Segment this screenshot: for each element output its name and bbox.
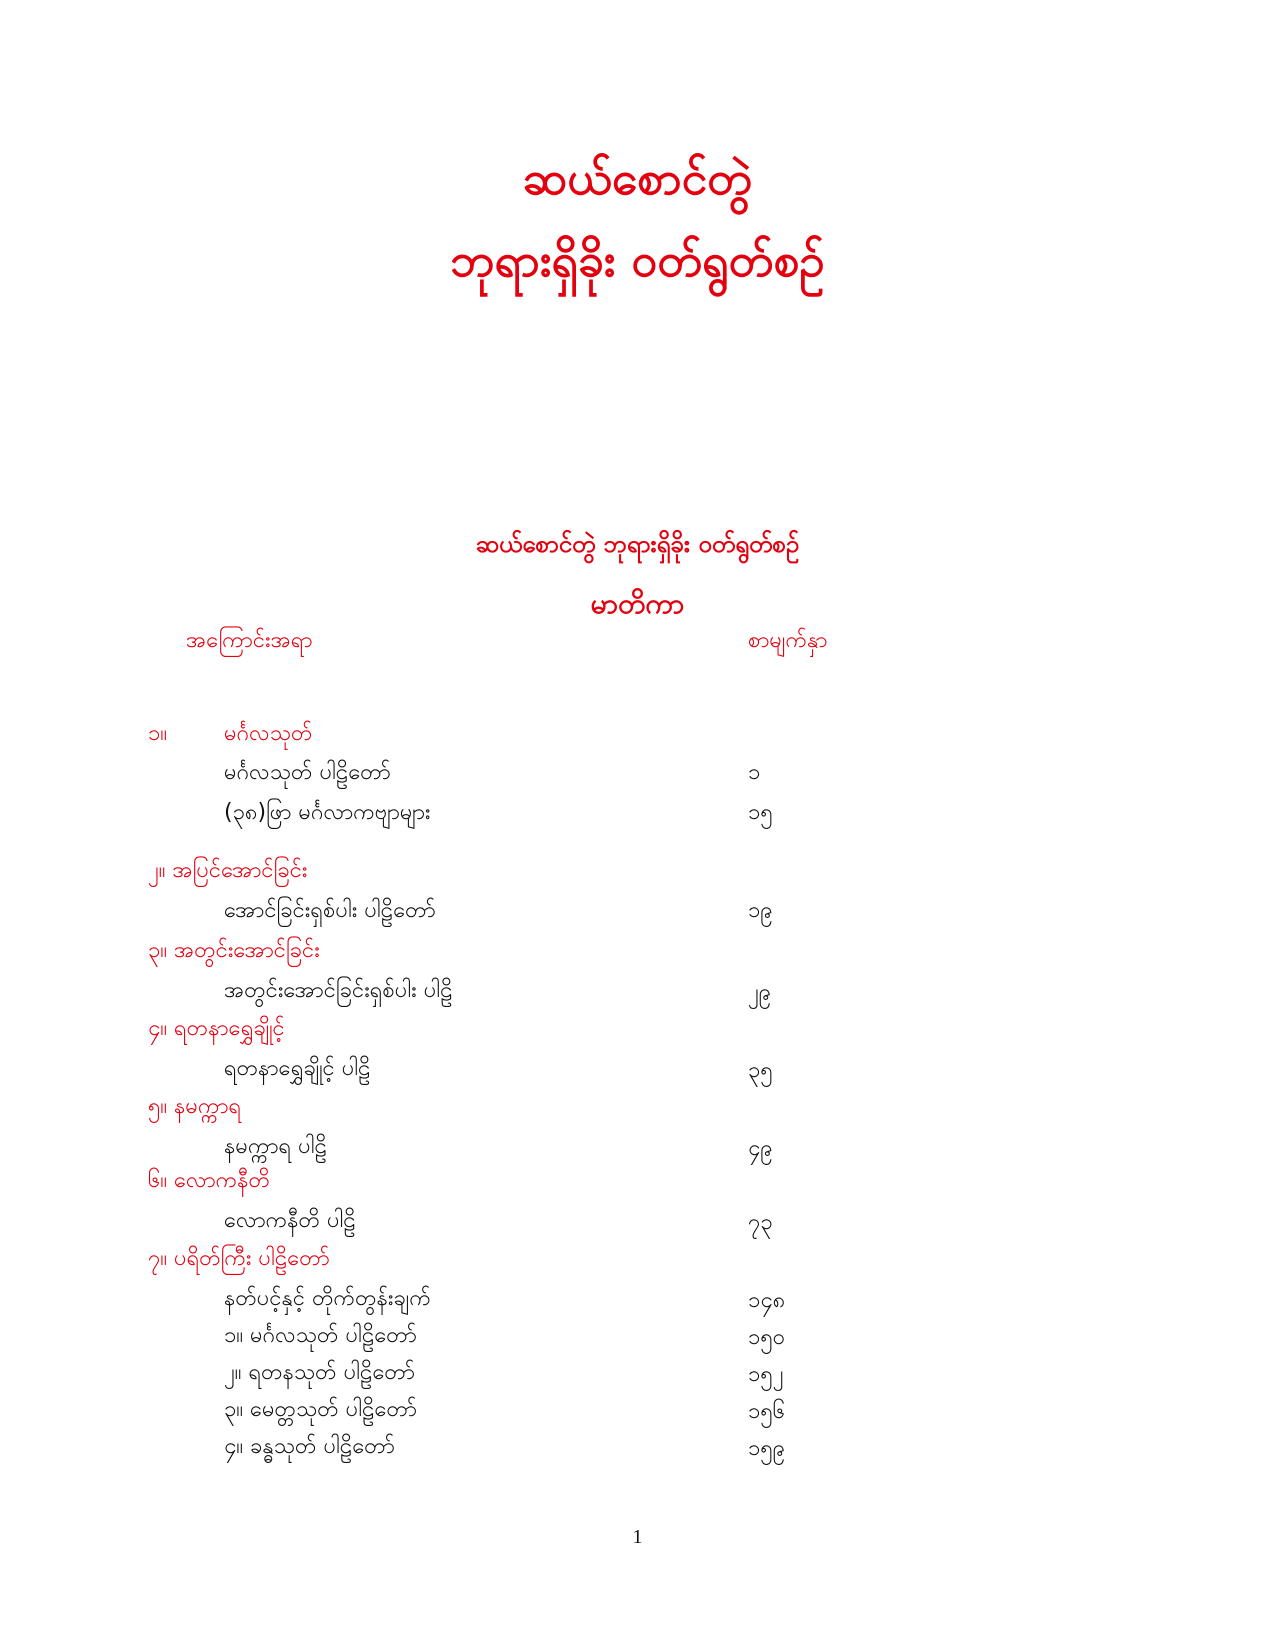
toc-item-label: ၄။ ခန္ဓသုတ် ပါဠိတော် [224,1434,395,1459]
column-header-page: စာမျက်နှာ [748,628,828,653]
toc-item-label: ရတနာရွှေချိုင့် ပါဠိ [224,1056,371,1081]
toc-item-page: ၃၅ [748,1058,773,1083]
toc-item-page: ၁၅၂ [748,1362,784,1387]
toc-item-label: နမက္ကာရ ပါဠိ [224,1134,328,1159]
toc-section-5-title: ၅။ နမက္ကာရ [148,1094,242,1119]
toc-item-page: ၁၅၆ [748,1399,786,1424]
toc-item-page: ၂၉ [748,980,772,1005]
page-number: 1 [632,1526,643,1548]
toc-item-label: အောင်ခြင်းရှစ်ပါး ပါဠိတော် [224,898,436,923]
toc-item-page: ၁၉ [748,898,773,923]
toc-item-label: အတွင်းအောင်ခြင်းရှစ်ပါး ပါဠိ [224,978,453,1003]
toc-item-label: (၃၈)ဖြာ မင်္ဂလာကဗျာများ [224,800,431,825]
toc-item-label: လောကနီတိ ပါဠိ [224,1208,356,1233]
toc-item-page: ၁၅၀ [748,1325,786,1350]
toc-item-page: ၁၄၈ [748,1288,786,1313]
toc-section-7-title: ၇။ ပရိတ်ကြီး ပါဠိတော် [148,1246,330,1271]
toc-heading: မာတိကာ [590,587,685,620]
toc-item-page: ၄၉ [748,1136,773,1161]
toc-subtitle: ဆယ်စောင်တွဲ ဘုရားရှိခိုး ဝတ်ရွတ်စဉ် [475,530,800,558]
toc-item-label: မင်္ဂလသုတ် ပါဠိတော် [224,760,391,785]
toc-section-3-title: ၃။ အတွင်းအောင်ခြင်း [148,938,320,963]
toc-item-label: ၁။ မင်္ဂလသုတ် ပါဠိတော် [224,1323,417,1348]
document-title-line1: ဆယ်စောင်တွဲ [522,151,753,205]
toc-item-label: နတ်ပင့်နှင့် တိုက်တွန်းချက် [224,1286,431,1311]
toc-item-page: ၁၅ [748,800,773,825]
toc-item-label: ၂။ ရတနသုတ် ပါဠိတော် [224,1360,415,1385]
toc-section-6-title: ၆။ လောကနီတိ [148,1168,270,1193]
toc-section-1-title: မင်္ဂလသုတ် [224,721,313,746]
toc-section-2-title: ၂။ အပြင်အောင်ခြင်း [148,858,308,883]
toc-item-page: ၁၅၉ [748,1436,786,1461]
document-title-line2: ဘုရားရှိခိုး ဝတ်ရွတ်စဉ် [450,233,825,287]
toc-section-4-title: ၄။ ရတနာရွှေချိုင့် [148,1016,285,1041]
toc-item-label: ၃။ မေတ္တသုတ် ပါဠိတော် [224,1397,417,1422]
column-header-subject: အကြောင်းအရာ [186,628,313,653]
toc-item-page: ၁ [748,760,761,785]
toc-section-1-number: ၁။ [148,721,168,746]
toc-item-page: ၇၃ [748,1210,773,1235]
